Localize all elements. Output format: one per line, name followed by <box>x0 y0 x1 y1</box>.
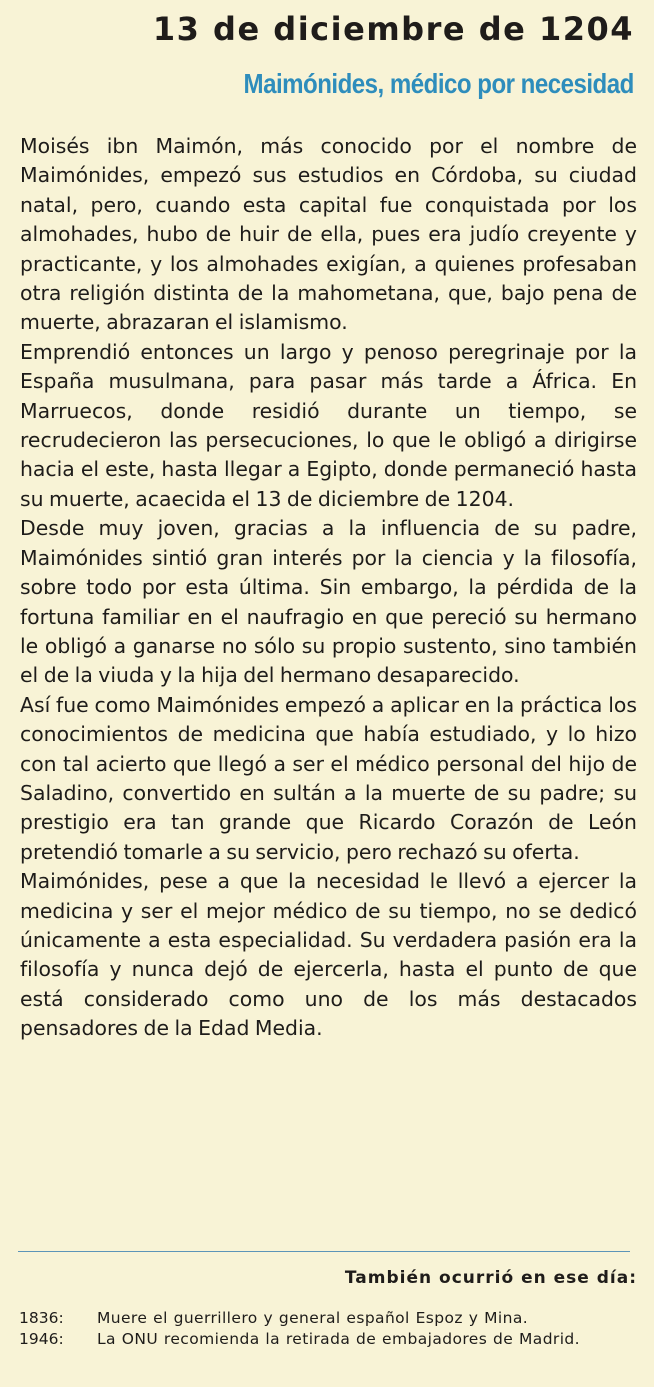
date-heading: 13 de diciembre de 1204 <box>152 10 634 48</box>
event-text: La ONU recomienda la retirada de embajadores de Madrid. <box>97 1329 580 1348</box>
event-year: 1946: <box>19 1329 64 1348</box>
events-list <box>19 1308 637 1349</box>
paragraph-5: Maimónides, pese a que la necesidad le llevó a ejercer la medicina y ser el mejor médico de su tiempo, no se dedicó únicamente a esta especialidad. Su verdadera pasión era la filosofía y nunca dejó de ejercerla, hasta el punto de que está considerado como uno de los más destacados pensadores de la Edad Media. <box>20 869 637 1041</box>
paragraph-3: Desde muy joven, gracias a la influencia de su padre, Maimónides sintió gran interés por la ciencia y la filosofía, sobre todo por esta última. Sin embargo, la pérdida de la fortuna familiar en el naufragio en que pereció su hermano le obligó a ganarse no sólo su propio sustento, sino también el de la viuda y la hija del hermano desaparecido. <box>20 516 637 688</box>
event-text: Muere el guerrillero y general español Espoz y Mina. <box>97 1309 529 1327</box>
event-year: 1836: <box>19 1309 64 1327</box>
event-item <box>19 1329 637 1350</box>
divider <box>18 1251 630 1252</box>
event-item <box>19 1308 637 1329</box>
article-body <box>20 132 637 1044</box>
also-happened-heading: También ocurrió en ese día: <box>344 1268 637 1288</box>
article-title: Maimónides, médico por necesidad <box>243 68 634 99</box>
paragraph-4: Así fue como Maimónides empezó a aplicar en la práctica los conocimientos de medicina que había estudiado, y lo hizo con tal acierto que llegó a ser el médico personal del hijo de Saladino, convertido en sultán a la muerte de su padre; su prestigio era tan grande que Ricardo Corazón de León pretendió tomarle a su servicio, pero rechazó su oferta. <box>20 692 637 864</box>
paragraph-2: Emprendió entonces un largo y penoso peregrinaje por la España musulmana, para pasar más tarde a África. En Marruecos, donde residió durante un tiempo, se recrudecieron las persecuciones, lo que le obligó a dirigirse hacia el este, hasta llegar a Egipto, donde permaneció hasta su muerte, acaecida el 13 de diciembre de 1204. <box>20 339 637 511</box>
paragraph-1: Moisés ibn Maimón, más conocido por el nombre de Maimónides, empezó sus estudios en Córdoba, su ciudad natal, pero, cuando esta capital fue conquistada por los almohades, hubo de huir de ella, pues era judío creyente y practicante, y los almohades exigían, a quienes profesaban otra religión distinta de la mahometana, que, bajo pena de muerte, abrazaran el islamismo. <box>20 134 637 335</box>
